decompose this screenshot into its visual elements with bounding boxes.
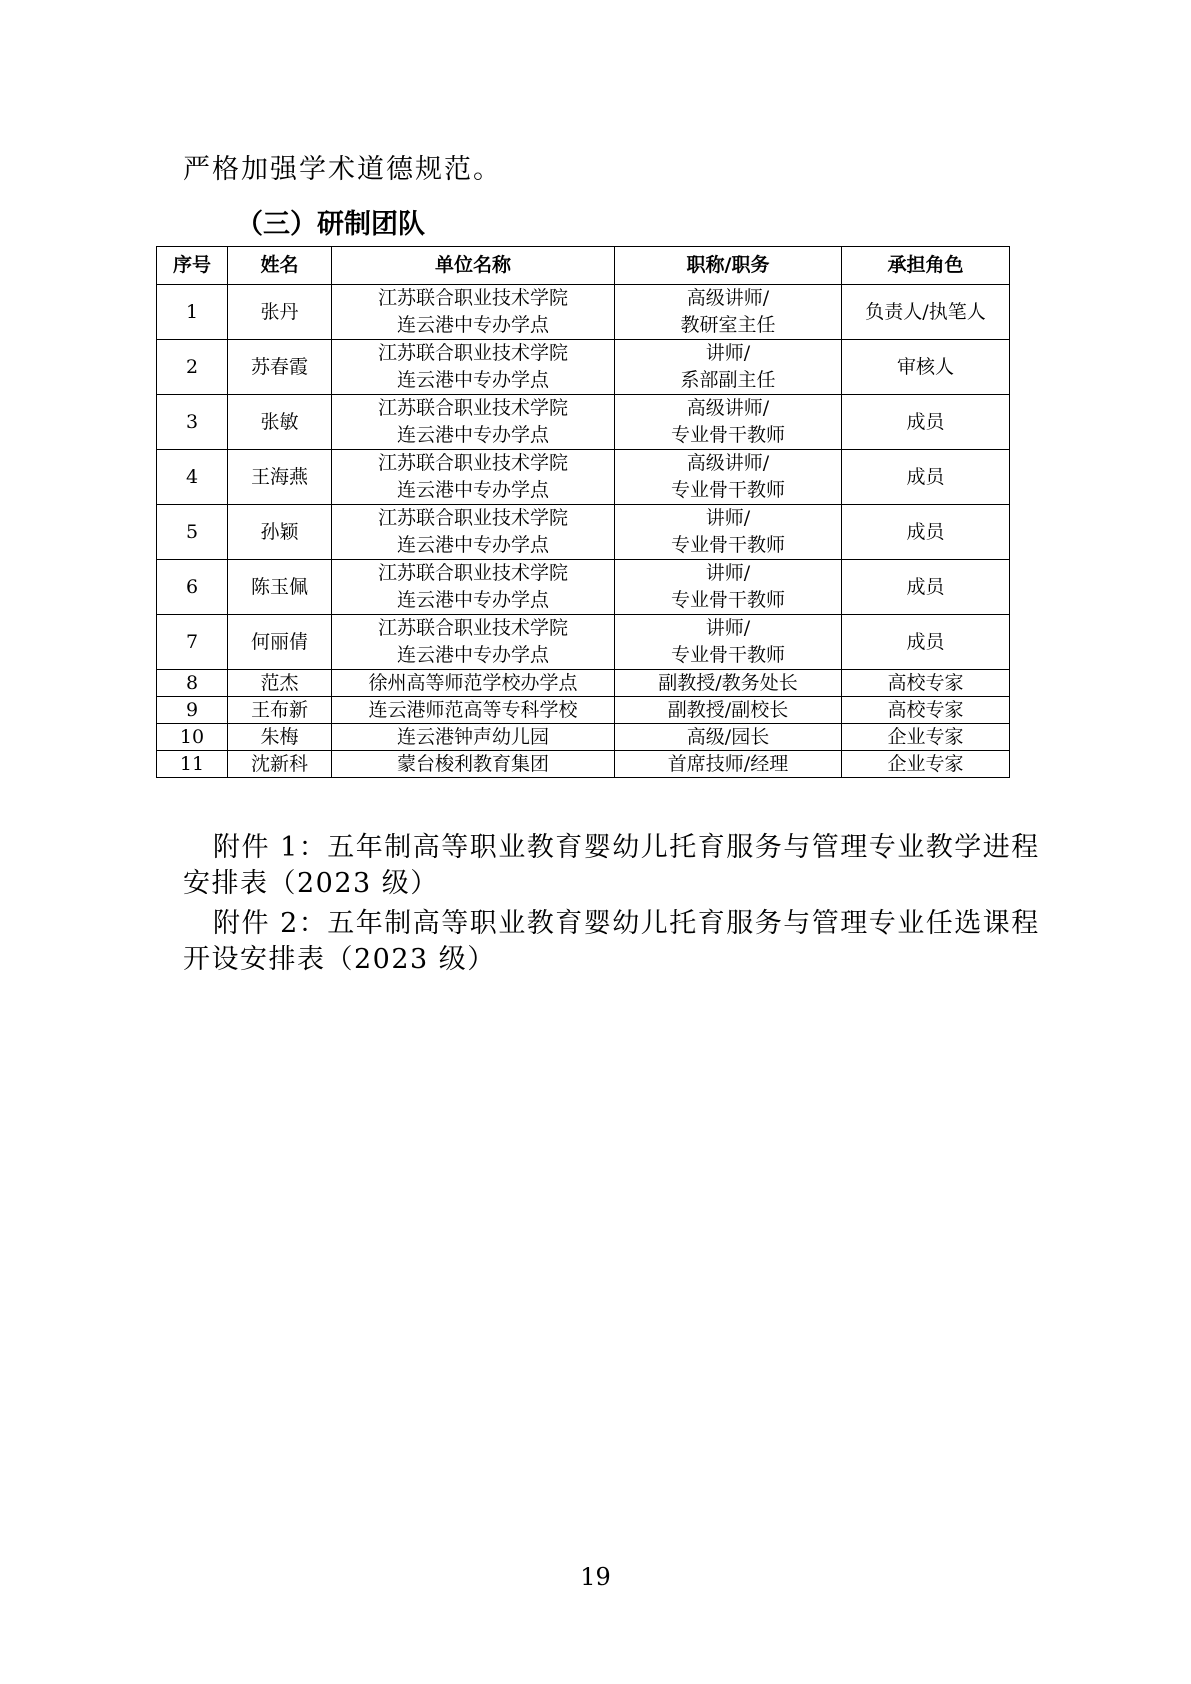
cell-title: 副教授/教务处长: [615, 670, 842, 697]
unit-line: 连云港中专办学点: [396, 589, 549, 611]
section-heading: （三）研制团队: [236, 209, 425, 240]
cell-role: 成员: [842, 560, 1010, 615]
cell-title: [615, 560, 842, 615]
cell-role: 企业专家: [842, 751, 1010, 778]
cell-role: 负责人/执笔人: [842, 285, 1010, 340]
unit-line: 江苏联合职业技术学院: [377, 397, 568, 419]
title-line: 专业骨干教师: [670, 424, 785, 446]
attachment-line: 附件 1：五年制高等职业教育婴幼儿托育服务与管理专业教学进程: [213, 832, 1040, 863]
table-row: [157, 395, 1010, 450]
cell-name: 孙颖: [228, 505, 332, 560]
title-line: 讲师/: [705, 562, 751, 584]
header-name: 姓名: [228, 247, 332, 285]
cell-title: [615, 615, 842, 670]
unit-line: 江苏联合职业技术学院: [377, 342, 568, 364]
unit-line: 连云港中专办学点: [396, 534, 549, 556]
table-row: [157, 285, 1010, 340]
table-row: [157, 670, 1010, 697]
title-line: 系部副主任: [680, 369, 776, 391]
unit-line: 连云港中专办学点: [396, 314, 549, 336]
cell-unit: 徐州高等师范学校办学点: [332, 670, 615, 697]
header-role: 承担角色: [842, 247, 1010, 285]
cell-role: 成员: [842, 450, 1010, 505]
unit-line: 连云港中专办学点: [396, 369, 549, 391]
cell-title: [615, 285, 842, 340]
cell-unit: [332, 285, 615, 340]
cell-no: 10: [157, 724, 228, 751]
title-line: 专业骨干教师: [670, 534, 785, 556]
cell-unit: [332, 450, 615, 505]
title-line: 教研室主任: [680, 314, 776, 336]
header-unit: 单位名称: [332, 247, 615, 285]
cell-title: [615, 395, 842, 450]
cell-name: 张丹: [228, 285, 332, 340]
cell-no: 6: [157, 560, 228, 615]
cell-role: 高校专家: [842, 697, 1010, 724]
cell-no: 3: [157, 395, 228, 450]
attachment-line: 开设安排表（2023 级）: [183, 944, 496, 975]
title-line: 高级讲师/: [686, 452, 770, 474]
title-line: 讲师/: [705, 617, 751, 639]
title-line: 高级讲师/: [686, 287, 770, 309]
unit-line: 连云港中专办学点: [396, 424, 549, 446]
cell-role: 成员: [842, 615, 1010, 670]
unit-line: 江苏联合职业技术学院: [377, 452, 568, 474]
cell-name: 王海燕: [228, 450, 332, 505]
cell-unit: 连云港师范高等专科学校: [332, 697, 615, 724]
cell-no: 4: [157, 450, 228, 505]
cell-no: 11: [157, 751, 228, 778]
unit-line: 江苏联合职业技术学院: [377, 287, 568, 309]
page-number: 19: [580, 1563, 611, 1591]
cell-name: 苏春霞: [228, 340, 332, 395]
header-no: 序号: [157, 247, 228, 285]
unit-line: 江苏联合职业技术学院: [377, 562, 568, 584]
table-row: [157, 751, 1010, 778]
cell-unit: 连云港钟声幼儿园: [332, 724, 615, 751]
cell-unit: [332, 340, 615, 395]
title-line: 专业骨干教师: [670, 589, 785, 611]
table-row: [157, 724, 1010, 751]
title-line: 讲师/: [705, 342, 751, 364]
cell-no: 5: [157, 505, 228, 560]
cell-title: [615, 340, 842, 395]
cell-name: 王布新: [228, 697, 332, 724]
attachment-line: 附件 2：五年制高等职业教育婴幼儿托育服务与管理专业任选课程: [213, 908, 1040, 939]
cell-title: [615, 505, 842, 560]
unit-line: 江苏联合职业技术学院: [377, 507, 568, 529]
attachment-line: 安排表（2023 级）: [183, 868, 439, 899]
cell-unit: [332, 615, 615, 670]
unit-line: 连云港中专办学点: [396, 644, 549, 666]
cell-title: 高级/园长: [615, 724, 842, 751]
attachment-2: [183, 906, 1040, 978]
title-line: 专业骨干教师: [670, 644, 785, 666]
cell-unit: [332, 560, 615, 615]
title-line: 专业骨干教师: [670, 479, 785, 501]
cell-name: 范杰: [228, 670, 332, 697]
cell-role: 审核人: [842, 340, 1010, 395]
cell-no: 1: [157, 285, 228, 340]
cell-no: 8: [157, 670, 228, 697]
cell-title: 首席技师/经理: [615, 751, 842, 778]
cell-role: 成员: [842, 505, 1010, 560]
cell-no: 7: [157, 615, 228, 670]
unit-line: 江苏联合职业技术学院: [377, 617, 568, 639]
table-header-row: [157, 247, 1010, 285]
header-title: 职称/职务: [615, 247, 842, 285]
cell-unit: [332, 505, 615, 560]
table-row: [157, 340, 1010, 395]
unit-line: 连云港中专办学点: [396, 479, 549, 501]
cell-name: 张敏: [228, 395, 332, 450]
title-line: 高级讲师/: [686, 397, 770, 419]
cell-name: 沈新科: [228, 751, 332, 778]
cell-name: 何丽倩: [228, 615, 332, 670]
attachment-1: [183, 830, 1040, 902]
cell-role: 成员: [842, 395, 1010, 450]
cell-name: 陈玉佩: [228, 560, 332, 615]
title-line: 讲师/: [705, 507, 751, 529]
cell-no: 9: [157, 697, 228, 724]
cell-title: 副教授/副校长: [615, 697, 842, 724]
cell-role: 高校专家: [842, 670, 1010, 697]
cell-unit: [332, 395, 615, 450]
cell-unit: 蒙台梭利教育集团: [332, 751, 615, 778]
table-row: [157, 505, 1010, 560]
cell-title: [615, 450, 842, 505]
cell-name: 朱梅: [228, 724, 332, 751]
table-row: [157, 450, 1010, 505]
table-body: [157, 285, 1010, 778]
table-row: [157, 560, 1010, 615]
table-row: [157, 615, 1010, 670]
cell-no: 2: [157, 340, 228, 395]
research-team-table: [156, 246, 1010, 778]
intro-text: 严格加强学术道德规范。: [183, 154, 502, 185]
cell-role: 企业专家: [842, 724, 1010, 751]
table-row: [157, 697, 1010, 724]
